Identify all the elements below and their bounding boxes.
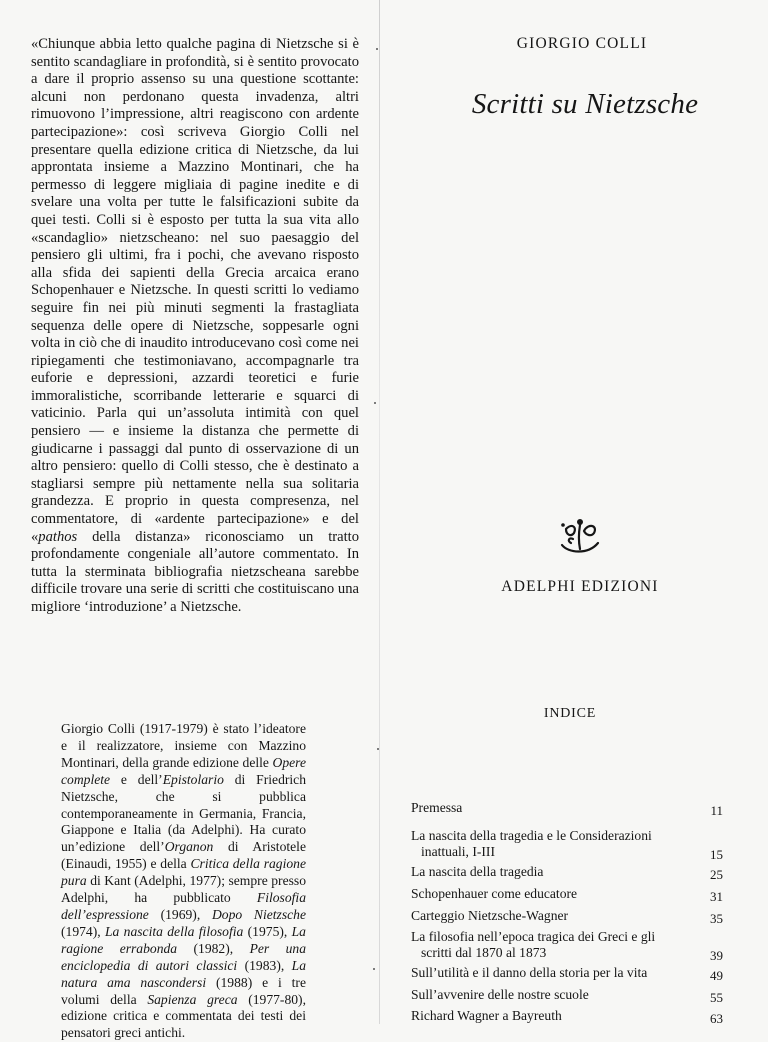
print-speck: [374, 402, 376, 404]
toc-entry-title: Sull’avvenire delle nostre scuole: [411, 987, 589, 1002]
toc-entry-title: Schopenhauer come educatore: [411, 886, 578, 901]
toc-entry-page: 25: [710, 867, 723, 882]
toc-entry-title: Premessa: [411, 800, 463, 815]
toc-entry: [411, 1008, 723, 1024]
toc-entry: [411, 908, 723, 924]
adelphi-flower-logo-icon: [558, 515, 602, 557]
print-speck: [376, 48, 378, 50]
toc-entry-page: 15: [710, 847, 723, 862]
toc-entry-title-line: La filosofia nell’epoca tragica dei Greci e gli: [411, 929, 656, 944]
toc-entry: [411, 987, 723, 1003]
page-fold: [379, 0, 380, 1024]
index-heading: INDICE: [543, 706, 597, 721]
toc-entry-title-continuation: inattuali, I-III: [421, 844, 495, 859]
toc-entry: [411, 929, 723, 961]
print-speck: [373, 968, 375, 970]
blurb-text: «Chiunque abbia letto qualche pagina di Nietzsche si è sentito scandagliare in profondità, si è sentito provocato a dare il proprio assenso su una questione scottante: alcuni non perdonano questa invadenza, altri rimuovono l’impressione, altri reagiscono con ardente partecipazione»: così scriveva Giorgio Colli nel presentare quella edizione critica di Nietzsche, da lui approntata insieme a Mazzino Montinari, che ha permesso di leggere migliaia di pagine inedite e di svelare una volta per tutte le falsificazioni subite da quei testi. Colli si è esposto per tutta la sua vita allo «scandaglio» nietzscheano: nel suo paesaggio del pensiero gli ultimi, fra i pochi, che avevano risposto alla sfida dei sapienti della Grecia arcaica erano Schopenhauer e Nietzsche. In questi scritti lo vediamo seguire fin nei più minuti segmenti la frastagliata sequenza delle opere di Nietzsche, soppesarle ogni volta in ciò che di inaudito introducevano così come nei ripiegamenti che testimoniavano, accompagnarle tra euforie e depressioni, azzardi teoretici e furie immoralistiche, scorribande letterarie e squarci di vaticinio. Parla qui un’assoluta intimità con quel pensiero — e insieme la distanza che permette di giudicarne i passaggi dal punto di osservazione di un altro pensiero: quello di Colli stesso, che è destinato a stagliarsi sempre più nettamente nella sua solitaria grandezza. E proprio in questa compresenza, nel commentatore, di «ardente partecipazione» e del «pathos della distanza» riconosciamo un tratto profondamente congeniale all’autore commentato. In tutta la sterminata bibliografia nietzscheana sarebbe difficile trovare una serie di scritti che costituiscano una migliore ‘introduzione’ a Nietzsche.: [31, 36, 359, 615]
toc-entry-title-line: La nascita della tragedia e le Considerazioni: [411, 828, 652, 843]
toc-entry-title: [411, 929, 691, 961]
biography-text: Giorgio Colli (1917-1979) è stato l’ideatore e il realizzatore, insieme con Mazzino Montinari, della grande edizione delle Opere complete e dell’Epistolario di Friedrich Nietzsche, che si pubblica contemporaneamente in Germania, Francia, Giappone e Italia (da Adelphi). Ha curato un’edizione dell’Organon di Aristotele (Einaudi, 1955) e della Critica della ragione pura di Kant (Adelphi, 1977); sempre presso Adelphi, ha pubblicato Filosofia dell’espressione (1969), Dopo Nietzsche (1974), La nascita della filosofia (1975), La ragione errabonda (1982), Per una enciclopedia di autori classici (1983), La natura ama nascondersi (1988) e i tre volumi della Sapienza greca (1977-80), edizione critica e commentata dei testi dei pensatori greci antichi.: [61, 721, 307, 1041]
toc-entry-title: [411, 828, 691, 860]
toc-entry-page: 35: [710, 911, 723, 926]
toc-entry-page: 49: [710, 968, 723, 983]
toc-entry-page: 55: [710, 990, 723, 1005]
author-biography: [61, 721, 306, 1042]
book-title: Scritti su Nietzsche: [471, 88, 699, 120]
toc-entry-page: 39: [710, 948, 723, 963]
toc-entry-title: Richard Wagner a Bayreuth: [411, 1008, 562, 1023]
toc-entry-title: La nascita della tragedia: [411, 864, 544, 879]
toc-entry-page: 11: [710, 803, 723, 818]
toc-entry-title: Carteggio Nietzsche-Wagner: [411, 908, 569, 923]
toc-entry-title: Sull’utilità e il danno della storia per la vita: [411, 965, 648, 980]
toc-entry: [411, 828, 723, 860]
toc-entry-title-continuation: scritti dal 1870 al 1873: [421, 945, 547, 960]
toc-entry-page: 63: [710, 1011, 723, 1026]
publisher-name: ADELPHI EDIZIONI: [501, 578, 659, 595]
toc-entry-page: 31: [710, 889, 723, 904]
toc-entry: [411, 800, 723, 816]
author-name: GIORGIO COLLI: [516, 35, 648, 52]
toc-entry: [411, 965, 723, 981]
toc-entry: [411, 864, 723, 880]
toc-entry: [411, 886, 723, 902]
back-cover-blurb: [31, 36, 359, 617]
print-speck: [377, 748, 379, 750]
